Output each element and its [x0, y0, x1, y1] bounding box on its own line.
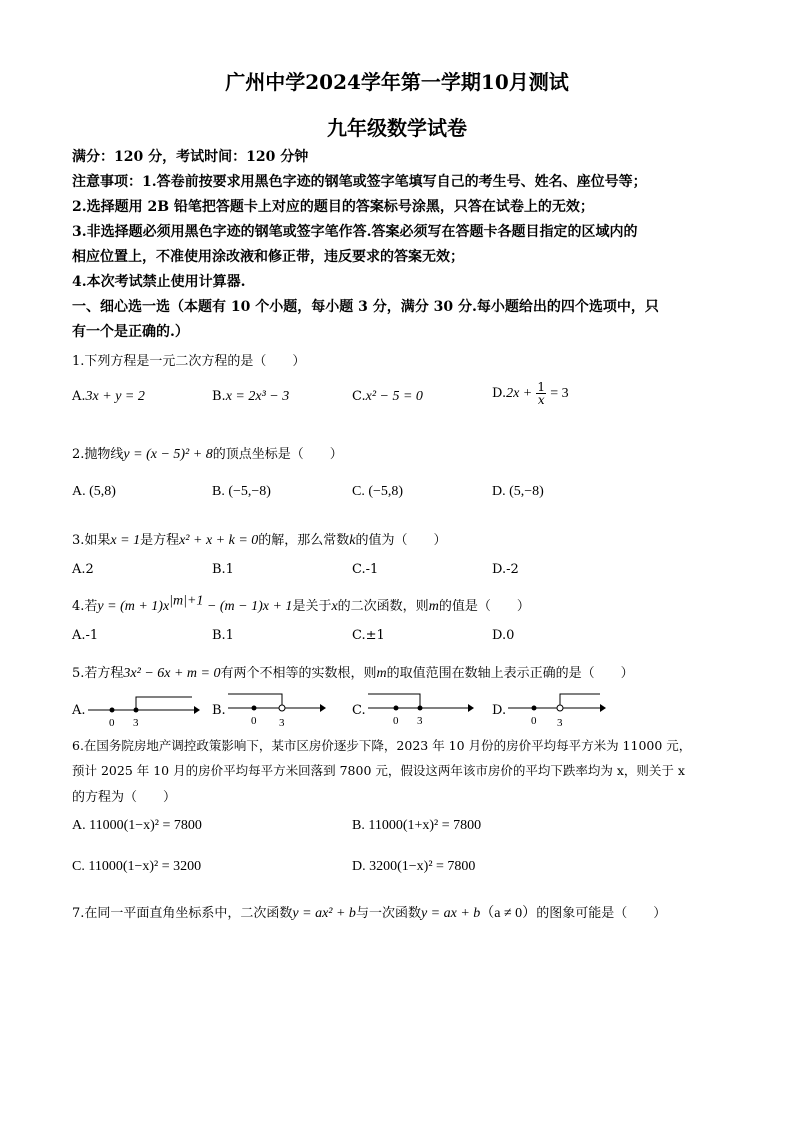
q5-option-b-label: B.	[212, 703, 226, 718]
note-2: 2.选择题用 2B 铅笔把答题卡上对应的题目的答案标号涂黑，只答在试卷上的无效；	[72, 199, 594, 215]
section-heading-b: 有一个是正确的.）	[72, 324, 189, 340]
q6-option-c: C. 11000(1−x)² = 3200	[72, 859, 202, 874]
q2-option-d: D. (5,−8)	[492, 484, 544, 499]
q5-option-d-label: D.	[492, 703, 507, 718]
q5-c-tick-0: 0	[393, 715, 399, 727]
q4-option-a: A.-1	[72, 628, 99, 643]
q3-option-d: D.-2	[492, 562, 519, 577]
q3-option-b: B.1	[212, 562, 234, 577]
q7-stem: 7.在同一平面直角坐标系中，二次函数y = ax² + b与一次函数y = ax + b（a ≠ 0）的图象可能是（ ）	[72, 906, 667, 921]
q5-option-a-numberline	[86, 690, 200, 728]
q6-option-d: D. 3200(1−x)² = 7800	[352, 859, 476, 874]
q5-b-tick-3: 3	[279, 717, 285, 728]
q1-option-a: A.3x + y = 2	[72, 389, 145, 404]
exam-title: 广州中学2024学年第一学期10月测试	[225, 70, 569, 94]
section-heading-a: 一、细心选一选（本题有 10 个小题，每小题 3 分，满分 30 分.每小题给出的四个选项中，只	[72, 299, 659, 315]
q6-option-a: A. 11000(1−x)² = 7800	[72, 818, 202, 833]
q3-option-a: A.2	[72, 562, 94, 577]
q2-option-c: C. (−5,8)	[352, 484, 404, 499]
q6-stem-b: 预计 2025 年 10 月的房价平均每平方米回落到 7800 元，假设这两年该市房价的平均下跌率均为 x，则关于 x	[72, 763, 685, 778]
note-3b: 相应位置上，不准使用涂改液和修正带，违反要求的答案无效；	[72, 249, 464, 265]
q5-option-c-label: C.	[352, 703, 366, 718]
exam-subtitle: 九年级数学试卷	[327, 116, 467, 140]
q3-stem: 3.如果x = 1是方程x² + x + k = 0的解，那么常数k的值为（ ）	[72, 533, 447, 548]
q1-option-c: C.x² − 5 = 0	[352, 389, 423, 404]
q6-stem-a: 6.在国务院房地产调控政策影响下，某市区房价逐步下降，2023 年 10 月份的房价平均每平方米为 11000 元，	[72, 738, 692, 753]
q5-a-tick-0: 0	[109, 717, 115, 728]
q6-option-b: B. 11000(1+x)² = 7800	[352, 818, 482, 833]
q5-option-d-numberline	[506, 690, 606, 728]
q5-d-tick-3: 3	[557, 717, 563, 728]
q4-option-b: B.1	[212, 628, 234, 643]
q5-c-tick-3: 3	[417, 715, 423, 727]
q1-option-d: D.2x + $\frac{1}{x}$ = 3	[492, 380, 569, 407]
q5-a-tick-3: 3	[133, 717, 139, 728]
q4-stem: 4.若$y = (m + 1)x^{|m|+1} - (m - 1)x + 1$是关于x的二次函数，则m的值是（ ）	[72, 593, 530, 614]
q5-d-tick-0: 0	[531, 715, 537, 727]
q5-option-b-numberline	[226, 690, 326, 728]
note-1: 注意事项：1.答卷前按要求用黑色字迹的钢笔或签字笔填写自己的考生号、姓名、座位号等；	[72, 174, 647, 190]
q2-stem: 2.抛物线y = (x − 5)² + 8的顶点坐标是（ ）	[72, 447, 343, 462]
q2-option-b: B. (−5,−8)	[212, 484, 271, 499]
q2-option-a: A. (5,8)	[72, 484, 116, 499]
q5-b-tick-0: 0	[251, 715, 257, 727]
q3-option-c: C.-1	[352, 562, 379, 577]
q1-option-b: B.x = 2x³ − 3	[212, 389, 290, 404]
q4-option-d: D.0	[492, 628, 515, 643]
note-3a: 3.非选择题必须用黑色字迹的钢笔或签字笔作答.答案必须写在答题卡各题目指定的区域内的	[72, 224, 638, 240]
q5-option-c-numberline	[366, 690, 474, 728]
q6-stem-c: 的方程为（ ）	[72, 790, 177, 805]
q5-stem: 5.若方程3x² − 6x + m = 0有两个不相等的实数根，则m的取值范围在数轴上表示正确的是（ ）	[72, 666, 634, 681]
q5-option-a-label: A.	[72, 703, 86, 718]
score-time: 满分：120 分，考试时间：120 分钟	[72, 149, 309, 165]
q1-stem: 1.下列方程是一元二次方程的是（ ）	[72, 354, 306, 369]
note-4: 4.本次考试禁止使用计算器.	[72, 274, 246, 290]
q4-option-c: C.±1	[352, 628, 385, 643]
